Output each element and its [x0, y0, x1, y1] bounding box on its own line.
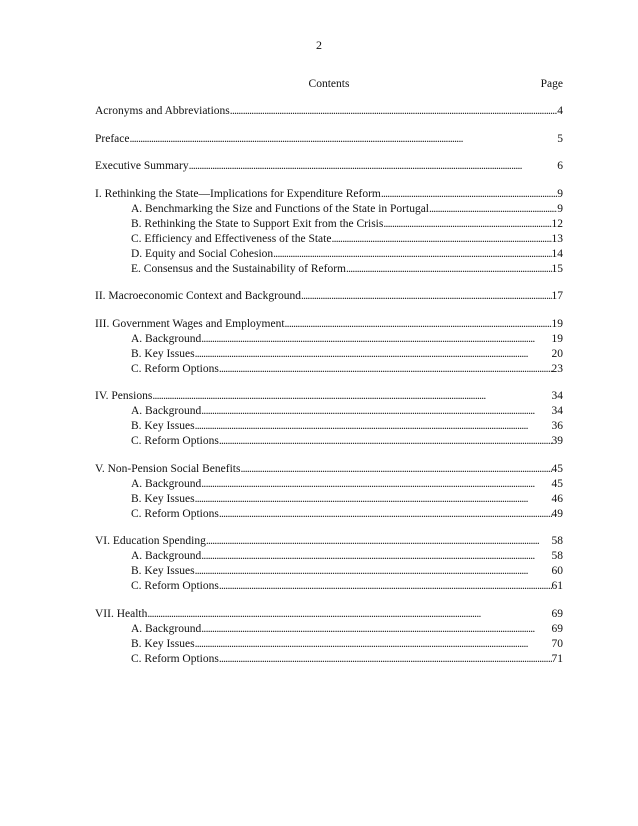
table-of-contents: [95, 104, 563, 679]
dot-leader: [201, 549, 551, 564]
toc-entry[interactable]: [95, 462, 563, 477]
toc-entry-page-number: 12: [551, 217, 563, 230]
toc-subentry[interactable]: [95, 202, 563, 217]
toc-header: [95, 78, 563, 92]
toc-entry-title: IV. Pensions: [95, 390, 153, 402]
toc-subentry[interactable]: [95, 347, 563, 362]
toc-section: [95, 534, 563, 594]
toc-section: [95, 132, 563, 147]
toc-subentry[interactable]: [95, 579, 563, 594]
page-column-heading: Page: [540, 78, 563, 90]
toc-entry-title: D. Equity and Social Cohesion: [131, 247, 274, 260]
toc-subentry[interactable]: [95, 434, 563, 449]
toc-subentry[interactable]: [95, 419, 563, 434]
toc-entry-page-number: 14: [551, 247, 563, 260]
toc-entry[interactable]: [95, 104, 563, 119]
toc-entry-title: E. Consensus and the Sustainability of Reform: [131, 262, 346, 275]
toc-section: [95, 104, 563, 119]
toc-entry-title: A. Background: [131, 550, 202, 562]
toc-entry-title: A. Background: [131, 332, 202, 345]
toc-subentry[interactable]: [95, 232, 563, 247]
toc-subentry[interactable]: [95, 637, 563, 652]
dot-leader: [189, 159, 558, 174]
dot-leader: [195, 347, 552, 362]
toc-section: [95, 389, 563, 449]
toc-entry-title: V. Non-Pension Social Benefits: [95, 462, 241, 475]
toc-entry-title: C. Efficiency and Effectiveness of the State: [131, 232, 332, 245]
dot-leader: [285, 317, 552, 332]
toc-entry-title: C. Reform Options: [131, 652, 219, 665]
toc-entry-page-number: 20: [551, 347, 563, 360]
dot-leader: [195, 564, 552, 579]
toc-subentry[interactable]: [95, 622, 563, 637]
toc-entry-page-number: 13: [551, 232, 563, 245]
toc-entry[interactable]: [95, 389, 563, 404]
toc-entry-page-number: 39: [551, 435, 563, 447]
toc-entry-page-number: 45: [551, 462, 563, 475]
toc-subentry[interactable]: [95, 362, 563, 377]
toc-subentry[interactable]: [95, 492, 563, 507]
toc-entry-title: II. Macroeconomic Context and Background: [95, 290, 301, 302]
toc-entry-title: C. Reform Options: [131, 580, 219, 592]
toc-entry[interactable]: [95, 187, 563, 202]
toc-entry-page-number: 34: [551, 405, 563, 417]
dot-leader: [195, 492, 552, 507]
toc-entry-title: B. Key Issues: [131, 347, 195, 360]
toc-entry-page-number: 46: [551, 492, 563, 505]
toc-entry-page-number: 19: [551, 332, 563, 345]
toc-subentry[interactable]: [95, 217, 563, 232]
dot-leader: [201, 622, 551, 637]
toc-entry[interactable]: [95, 132, 563, 147]
toc-entry-page-number: 58: [551, 535, 563, 547]
toc-entry-title: B. Key Issues: [131, 637, 195, 650]
toc-subentry[interactable]: [95, 564, 563, 579]
toc-subentry[interactable]: [95, 507, 563, 522]
toc-subentry[interactable]: [95, 332, 563, 347]
dot-leader: [147, 607, 551, 622]
dot-leader: [219, 652, 552, 667]
toc-entry-page-number: 60: [551, 565, 563, 577]
toc-entry-page-number: 5: [557, 132, 563, 145]
toc-entry-page-number: 6: [557, 160, 563, 172]
dot-leader: [273, 247, 551, 262]
toc-entry-title: III. Government Wages and Employment: [95, 317, 285, 330]
toc-section: [95, 187, 563, 277]
dot-leader: [206, 534, 552, 549]
toc-entry[interactable]: [95, 534, 563, 549]
dot-leader: [129, 132, 557, 147]
toc-section: [95, 462, 563, 522]
toc-section: [95, 159, 563, 174]
toc-entry-page-number: 4: [557, 105, 563, 117]
toc-section: [95, 317, 563, 377]
toc-subentry[interactable]: [95, 262, 563, 277]
toc-entry-page-number: 17: [551, 290, 563, 302]
toc-entry-page-number: 36: [551, 420, 563, 432]
toc-entry-page-number: 71: [551, 652, 563, 665]
toc-entry-page-number: 58: [551, 550, 563, 562]
dot-leader: [331, 232, 551, 247]
dot-leader: [383, 217, 551, 232]
toc-entry-title: A. Background: [131, 405, 202, 417]
toc-entry-page-number: 45: [551, 477, 563, 490]
toc-entry[interactable]: [95, 159, 563, 174]
dot-leader: [230, 104, 557, 119]
toc-entry-title: VII. Health: [95, 607, 148, 620]
toc-subentry[interactable]: [95, 247, 563, 262]
toc-entry-page-number: 61: [551, 580, 563, 592]
toc-entry-title: I. Rethinking the State—Implications for Expenditure Reform: [95, 187, 381, 200]
dot-leader: [195, 637, 552, 652]
toc-entry[interactable]: [95, 607, 563, 622]
toc-entry-title: C. Reform Options: [131, 362, 219, 375]
dot-leader: [301, 289, 552, 304]
dot-leader: [381, 187, 557, 202]
toc-entry-title: B. Rethinking the State to Support Exit from the Crisis: [131, 217, 384, 230]
page-number: 2: [316, 38, 322, 52]
toc-entry-title: C. Reform Options: [131, 435, 219, 447]
dot-leader: [240, 462, 551, 477]
toc-entry-page-number: 49: [551, 507, 563, 520]
toc-section: [95, 607, 563, 667]
toc-entry-page-number: 70: [551, 637, 563, 650]
toc-entry-page-number: 69: [551, 607, 563, 620]
toc-entry-title: B. Key Issues: [131, 565, 195, 577]
toc-entry-title: B. Key Issues: [131, 492, 195, 505]
toc-entry-title: A. Background: [131, 477, 202, 490]
dot-leader: [346, 262, 552, 277]
toc-entry-title: Executive Summary: [95, 160, 189, 172]
dot-leader: [219, 434, 552, 449]
dot-leader: [219, 362, 552, 377]
toc-entry-page-number: 15: [551, 262, 563, 275]
toc-subentry[interactable]: [95, 477, 563, 492]
toc-entry-title: VI. Education Spending: [95, 535, 206, 547]
dot-leader: [219, 579, 552, 594]
toc-entry-page-number: 69: [551, 622, 563, 635]
dot-leader: [201, 332, 551, 347]
toc-entry-page-number: 34: [551, 390, 563, 402]
dot-leader: [152, 389, 551, 404]
toc-subentry[interactable]: [95, 404, 563, 419]
toc-entry-page-number: 23: [551, 362, 563, 375]
toc-entry-page-number: 19: [551, 317, 563, 330]
dot-leader: [219, 507, 552, 522]
toc-entry-title: Preface: [95, 132, 130, 145]
toc-entry-title: Acronyms and Abbreviations: [95, 105, 230, 117]
dot-leader: [195, 419, 552, 434]
toc-entry-title: C. Reform Options: [131, 507, 219, 520]
toc-entry-title: A. Benchmarking the Size and Functions of the State in Portugal: [131, 202, 429, 215]
contents-heading: Contents: [308, 78, 350, 90]
toc-entry-title: A. Background: [131, 622, 202, 635]
toc-section: [95, 289, 563, 304]
toc-entry-title: B. Key Issues: [131, 420, 195, 432]
toc-entry[interactable]: [95, 317, 563, 332]
toc-subentry[interactable]: [95, 549, 563, 564]
dot-leader: [201, 404, 551, 419]
dot-leader: [201, 477, 551, 492]
toc-subentry[interactable]: [95, 652, 563, 667]
toc-entry-page-number: 9: [557, 187, 563, 200]
dot-leader: [429, 202, 557, 217]
toc-entry-page-number: 9: [557, 202, 563, 215]
toc-entry[interactable]: [95, 289, 563, 304]
